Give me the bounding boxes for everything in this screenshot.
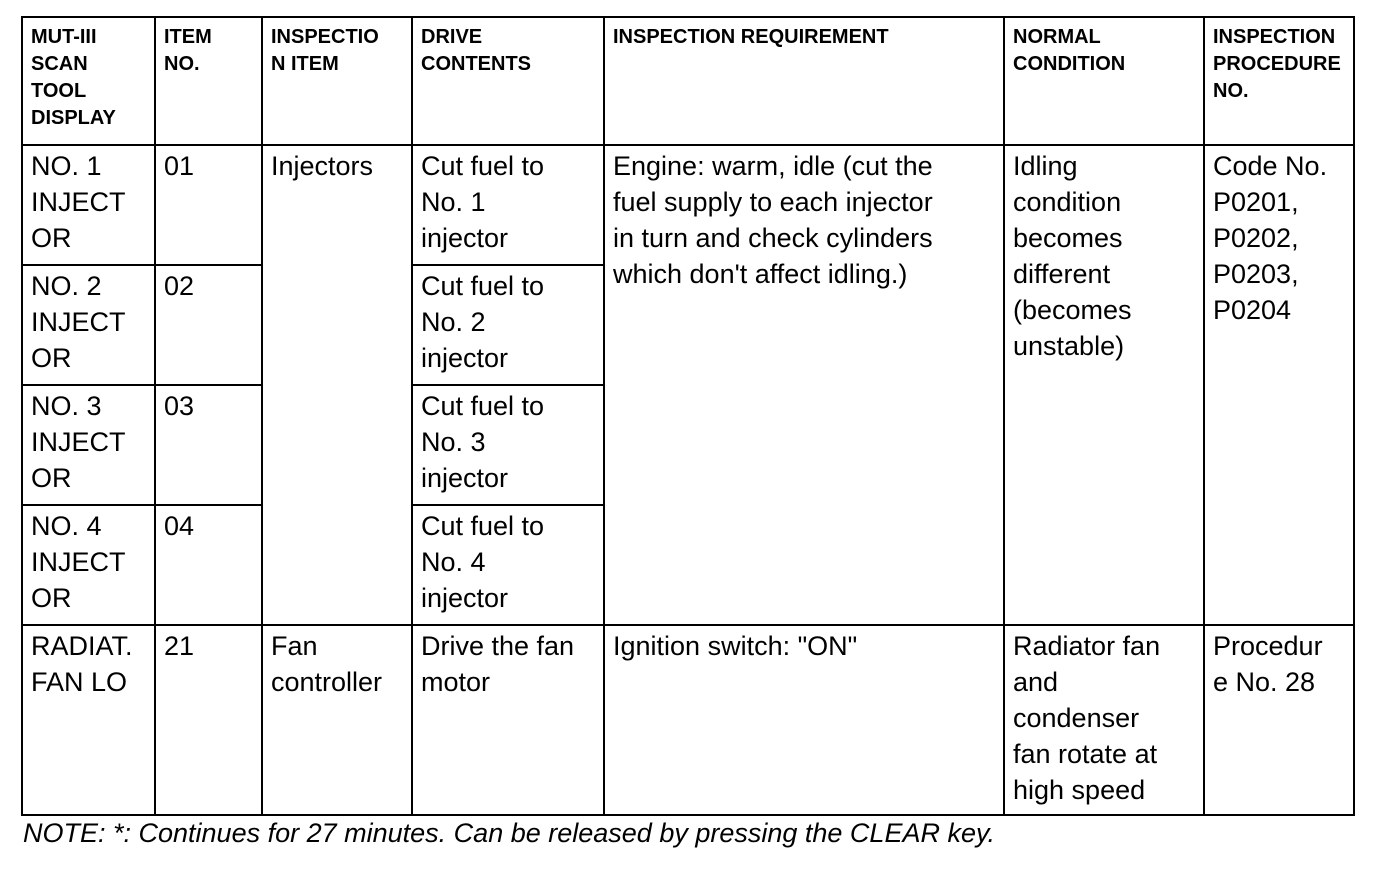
header-row (22, 17, 1354, 145)
cell-text: Cut fuel to No. 4 injector (421, 511, 545, 613)
header-normal-condition (1004, 17, 1204, 145)
cell-display (22, 505, 155, 625)
cell-drive-contents (412, 265, 604, 385)
cell-item-no (155, 385, 262, 505)
header-label: DRIVE CONTENTS (421, 26, 531, 75)
cell-text: NO. 3 INJECT OR (31, 391, 126, 493)
cell-drive-contents (412, 625, 604, 815)
header-label: NORMAL CONDITION (1013, 26, 1126, 75)
cell-text: 02 (164, 271, 195, 301)
cell-drive-contents (412, 385, 604, 505)
header-item-no (155, 17, 262, 145)
cell-inspection-requirement-injectors (604, 145, 1004, 625)
cell-text: Engine: warm, idle (cut the fuel supply to each injector in turn and check cylinders which don't affect idling.) (613, 151, 933, 289)
cell-text: Drive the fan motor (421, 631, 575, 697)
cell-inspection-item (262, 625, 412, 815)
cell-item-no (155, 625, 262, 815)
header-label: MUT-III SCAN TOOL DISPLAY (31, 26, 116, 129)
cell-text: Cut fuel to No. 1 injector (421, 151, 545, 253)
cell-display (22, 625, 155, 815)
table-row-injector-1 (22, 145, 1354, 265)
cell-inspection-item-injectors (262, 145, 412, 625)
header-drive-contents (412, 17, 604, 145)
cell-text: Fan controller (271, 631, 383, 697)
header-inspection-item (262, 17, 412, 145)
header-label: INSPECTIO N ITEM (271, 26, 379, 75)
header-inspection-requirement (604, 17, 1004, 145)
cell-normal-condition-injectors (1004, 145, 1204, 625)
cell-text: Code No. P0201, P0202, P0203, P0204 (1213, 151, 1328, 325)
cell-drive-contents (412, 505, 604, 625)
cell-text: NO. 2 INJECT OR (31, 271, 126, 373)
cell-item-no (155, 505, 262, 625)
header-label: INSPECTION REQUIREMENT (613, 26, 889, 48)
cell-text: RADIAT. FAN LO (31, 631, 133, 697)
cell-text: 21 (164, 631, 195, 661)
cell-text: Ignition switch: "ON" (613, 631, 858, 661)
cell-item-no (155, 265, 262, 385)
header-label: INSPECTION PROCEDURE NO. (1213, 26, 1341, 102)
cell-text: Procedur e No. 28 (1213, 631, 1323, 697)
cell-text: 03 (164, 391, 195, 421)
header-label: ITEM NO. (164, 26, 212, 75)
cell-text: NO. 1 INJECT OR (31, 151, 126, 253)
cell-text: Idling condition becomes different (becomes unstable) (1013, 151, 1132, 361)
cell-display (22, 385, 155, 505)
cell-text: NO. 4 INJECT OR (31, 511, 126, 613)
cell-item-no (155, 145, 262, 265)
cell-text: 04 (164, 511, 195, 541)
cell-procedure-injectors (1204, 145, 1354, 625)
cell-display (22, 265, 155, 385)
cell-display (22, 145, 155, 265)
cell-text: Injectors (271, 151, 374, 181)
cell-text: 01 (164, 151, 195, 181)
inspection-table (21, 16, 1355, 816)
header-inspection-procedure-no (1204, 17, 1354, 145)
cell-normal-condition (1004, 625, 1204, 815)
cell-text: Radiator fan and condenser fan rotate at high speed (1013, 631, 1161, 805)
cell-inspection-requirement (604, 625, 1004, 815)
cell-procedure (1204, 625, 1354, 815)
cell-drive-contents (412, 145, 604, 265)
footnote: NOTE: *: Continues for 27 minutes. Can be released by pressing the CLEAR key. (23, 818, 995, 848)
header-scan-tool-display (22, 17, 155, 145)
cell-text: Cut fuel to No. 3 injector (421, 391, 545, 493)
table-row-radiator-fan (22, 625, 1354, 815)
cell-text: Cut fuel to No. 2 injector (421, 271, 545, 373)
